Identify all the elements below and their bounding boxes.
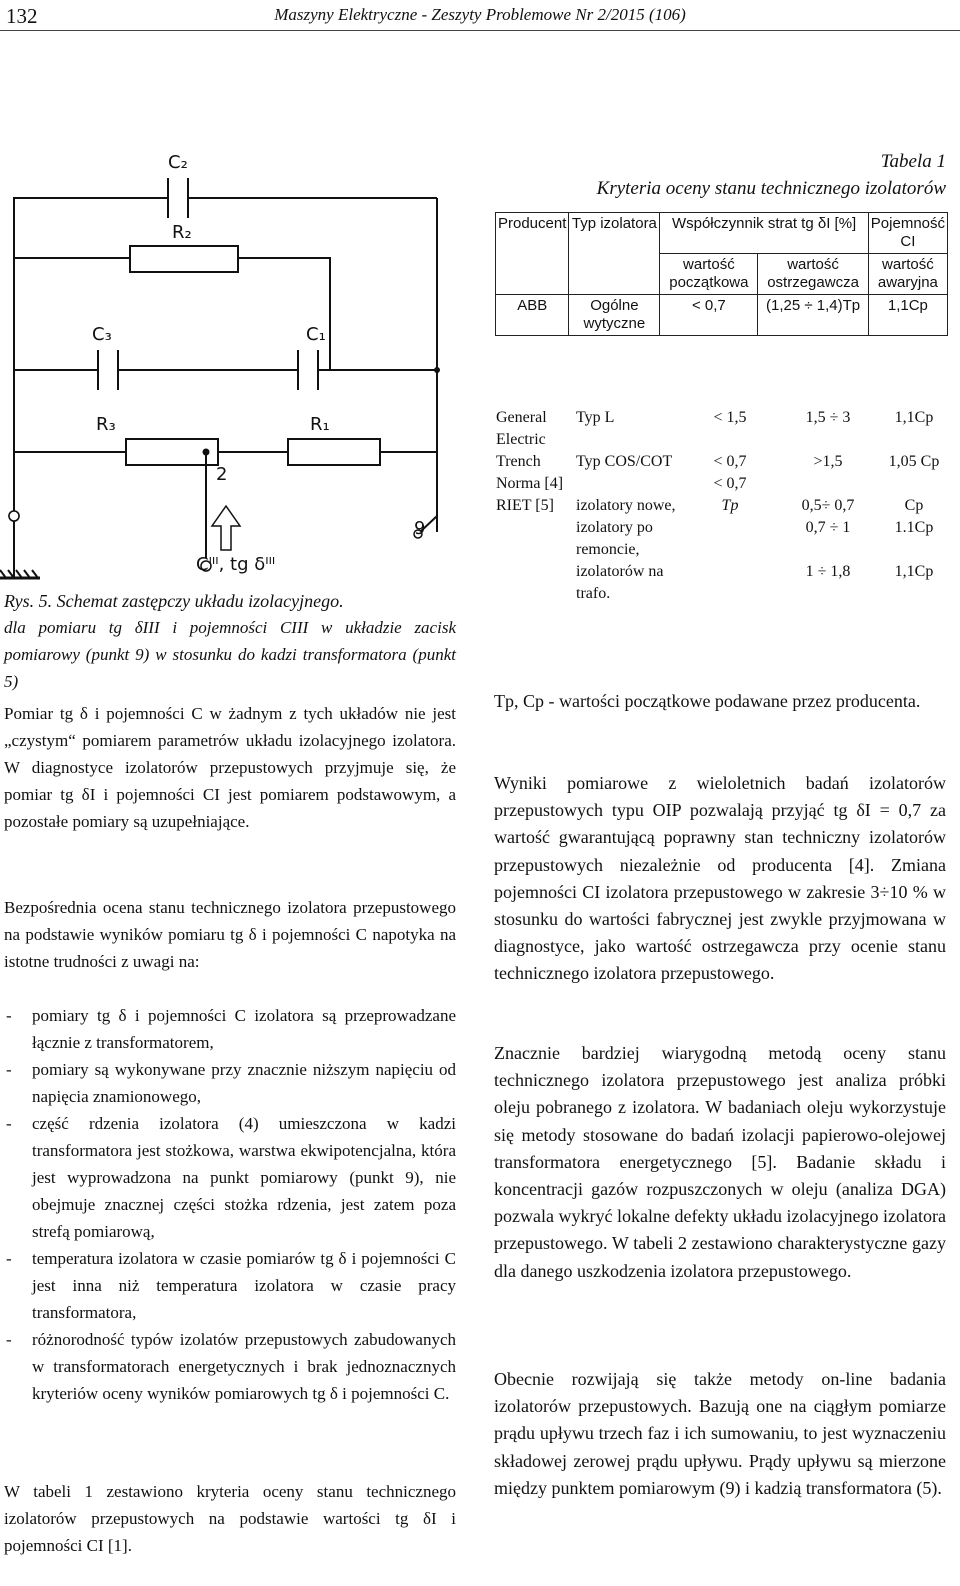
table-number: Tabela 1: [880, 151, 946, 172]
difficulties-list: [4, 1002, 456, 1407]
list-item: - pomiary tg δ i pojemności C izolatora są przeprowadzane łącznie z transformatorem,: [4, 1002, 456, 1056]
table-cell: Tp: [721, 497, 739, 514]
table-cell: 1 ÷ 1,8: [805, 563, 851, 580]
table-row: [494, 495, 948, 517]
table-row: [494, 407, 948, 451]
resistor-r2: [130, 246, 238, 272]
table-cell: Typ L: [576, 409, 615, 426]
list-item: - część rdzenia izolatora (4) umieszczona w kadzi transformatora jest stożkowa, warstwa ekwipotencjalna, która jest wyprowadzona na punkt pomiarowy (punkt 9), nie obejmuje znacznej części stożka rdzenia, jest zatem poza strefą pomiarową,: [4, 1110, 456, 1245]
table-cell: 1,05 Cp: [888, 453, 940, 470]
table-cell: Ogólne wytyczne: [569, 295, 660, 336]
paragraph-pomiar: Pomiar tg δ i pojemności C w żadnym z tych układów nie jest „czystym“ pomiarem parametrów układu izolacyjnego izolatora. W diagnostyce izolatorów przepustowych przyjmuje się, że pomiar tg δI i pojemności CI jest pomiarem podstawowym, a pozostałe pomiary są uzupełniające.: [4, 704, 456, 831]
page-number: 132: [6, 4, 38, 28]
col-awaryjna: wartość awaryjna: [868, 254, 947, 295]
table-cell: 1,1Cp: [894, 409, 934, 426]
col-wspolczynnik: Współczynnik strat tg δI [%]: [660, 213, 868, 254]
paragraph-znacznie: Znacznie bardziej wiarygodną metodą oceny stanu technicznego izolatora przepustowego jest analiza próbki oleju pobranego z izolatora. W badaniach oleju wykorzystuje się metody stosowane do badań izolacji papierowo-olejowej transformatora energetycznego [5]. Badanie składu i koncentracji gazów rozpuszczonych w oleju (analiza DGA) pozwala wykryć lokalne defekty układu izolacyjnego izolatora przepustowego. W tabeli 2 zestawiono charakterystyczne gazy dla danego uszkodzenia izolatora przepustowego.: [494, 1043, 946, 1281]
table-cell: [776, 473, 880, 495]
table-row: [494, 451, 948, 473]
table-cell: < 1,5: [713, 409, 747, 426]
node-top-right: [434, 367, 440, 373]
figure-caption: Rys. 5. Schemat zastępczy układu izolacyjnego.: [4, 591, 344, 611]
node-point-2: [203, 449, 210, 456]
paragraph-tabela: W tabeli 1 zestawiono kryteria oceny stanu technicznego izolatorów przepustowych na podstawie wartości tg δI i pojemności CI [1].: [4, 1482, 456, 1555]
arrow-ciii: [212, 506, 240, 550]
col-poczatkowa: wartość początkowa: [660, 254, 758, 295]
paragraph-bezposrednia: Bezpośrednia ocena stanu technicznego izolatora przepustowego na podstawie wyników pomiaru tg δ i pojemności C napotyka na istotne trudności z uwagi na:: [4, 898, 456, 971]
table-cell: [494, 517, 574, 561]
table-cell: 1,1Cp: [894, 563, 934, 580]
col-pojemnosc: Pojemność CI: [868, 213, 947, 254]
table-cell: 1.1Cp: [894, 519, 934, 536]
table-cell: Trench: [496, 453, 541, 470]
label-r1: R₁: [310, 414, 330, 435]
table-cell: [684, 517, 776, 561]
table-cell: izolatorów na trafo.: [576, 563, 664, 602]
label-c3: C₃: [92, 324, 112, 345]
table-cell: 0,5÷ 0,7: [801, 497, 855, 514]
table-cell: izolatory nowe,: [576, 497, 676, 514]
table-title: Kryteria oceny stanu technicznego izolatorów: [596, 178, 946, 199]
table-cell: (1,25 ÷ 1,4)Tp: [758, 295, 868, 336]
table-cell: General Electric: [496, 409, 547, 448]
header-rule: [0, 30, 960, 31]
resistor-r1: [288, 439, 380, 465]
table-cell: Typ COS/COT: [576, 453, 673, 470]
page-header: [0, 0, 960, 34]
col-ostrzegawcza: wartość ostrzegawcza: [758, 254, 868, 295]
terminal-left: [9, 511, 19, 521]
table-cell: Cp: [904, 497, 924, 514]
paragraph-obecnie: Obecnie rozwijają się także metody on-line badania izolatorów przepustowych. Bazują one na ciągłym pomiarze prądu upływu trzech faz i ich sumowaniu, to jest wyznaczeniu składowej zerowej prądu upływu. Prądy upływu są mierzone między punktem pomiarowym (9) i kadzią transformatora (5).: [494, 1369, 946, 1498]
table-cell: 1,1Cp: [868, 295, 947, 336]
list-item: - pomiary są wykonywane przy znacznie niższym napięciu od napięcia znamionowego,: [4, 1056, 456, 1110]
label-ciii: Cᴵᴵᴵ, tg δᴵᴵᴵ: [196, 554, 276, 575]
table-cell: ABB: [496, 295, 569, 336]
table-note: Tp, Cp - wartości początkowe podawane przez producenta.: [494, 691, 921, 711]
table-cell: RIET [5]: [496, 497, 554, 514]
col-typ: Typ izolatora: [569, 213, 660, 295]
label-c1: C₁: [306, 324, 326, 345]
table-cell: izolatory po remoncie,: [576, 519, 653, 558]
table-cell: 1,5 ÷ 3: [805, 409, 851, 426]
table-row: [494, 473, 948, 495]
col-producent: Producent: [496, 213, 569, 295]
label-point-2: 2: [216, 464, 228, 485]
table-cell: Norma [4]: [496, 475, 564, 492]
table-cell: >1,5: [813, 453, 843, 470]
table-cell: < 0,7: [660, 295, 758, 336]
wire-outer: [14, 198, 168, 578]
label-point-9: 9: [414, 518, 426, 539]
table-cell: [880, 473, 948, 495]
table-row: [494, 561, 948, 605]
table-cell: 0,7 ÷ 1: [805, 519, 851, 536]
label-r2: R₂: [172, 222, 192, 243]
table-cell: < 0,7: [713, 453, 747, 470]
paragraph-wyniki: Wyniki pomiarowe z wieloletnich badań izolatorów przepustowych typu OIP pozwalają przyjąć tg δI = 0,7 za wartość gwarantującą poprawny stan techniczny izolatorów przepustowych niezależnie od producenta [4]. Zmiana pojemności CI izolatora przepustowego w zakresie 3÷10 % w stosunku do wartości fabrycznej jest zwykle przyjmowana w diagnostyce, jako wartość ostrzegawcza przy ocenie stanu technicznego izolatora przepustowego.: [494, 773, 946, 984]
journal-title: Maszyny Elektryczne - Zeszyty Problemowe Nr 2/2015 (106): [274, 5, 686, 24]
list-item: - różnorodność typów izolatów przepustowych zabudowanych w transformatorach energetycznych i brak jednoznacznych kryteriów oceny wyników pomiarowych tg δ i pojemności C.: [4, 1326, 456, 1407]
label-r3: R₃: [96, 414, 116, 435]
equivalent-circuit-diagram: [0, 140, 470, 580]
paragraph-intro: dla pomiaru tg δIII i pojemności CIII w układzie zacisk pomiarowy (punkt 9) w stosunku do kadzi transformatora (punkt 5): [4, 618, 456, 691]
table-cell: [684, 561, 776, 605]
table-cell: [574, 473, 684, 495]
criteria-table: [495, 212, 948, 336]
label-c2: C₂: [168, 152, 188, 173]
table-cell: [494, 561, 574, 605]
table-cell: < 0,7: [713, 475, 747, 492]
criteria-table-continued: [494, 407, 948, 605]
table-row: [494, 517, 948, 561]
list-item: - temperatura izolatora w czasie pomiarów tg δ i pojemności C jest inna niż temperatura izolatora w czasie pracy transformatora,: [4, 1245, 456, 1326]
